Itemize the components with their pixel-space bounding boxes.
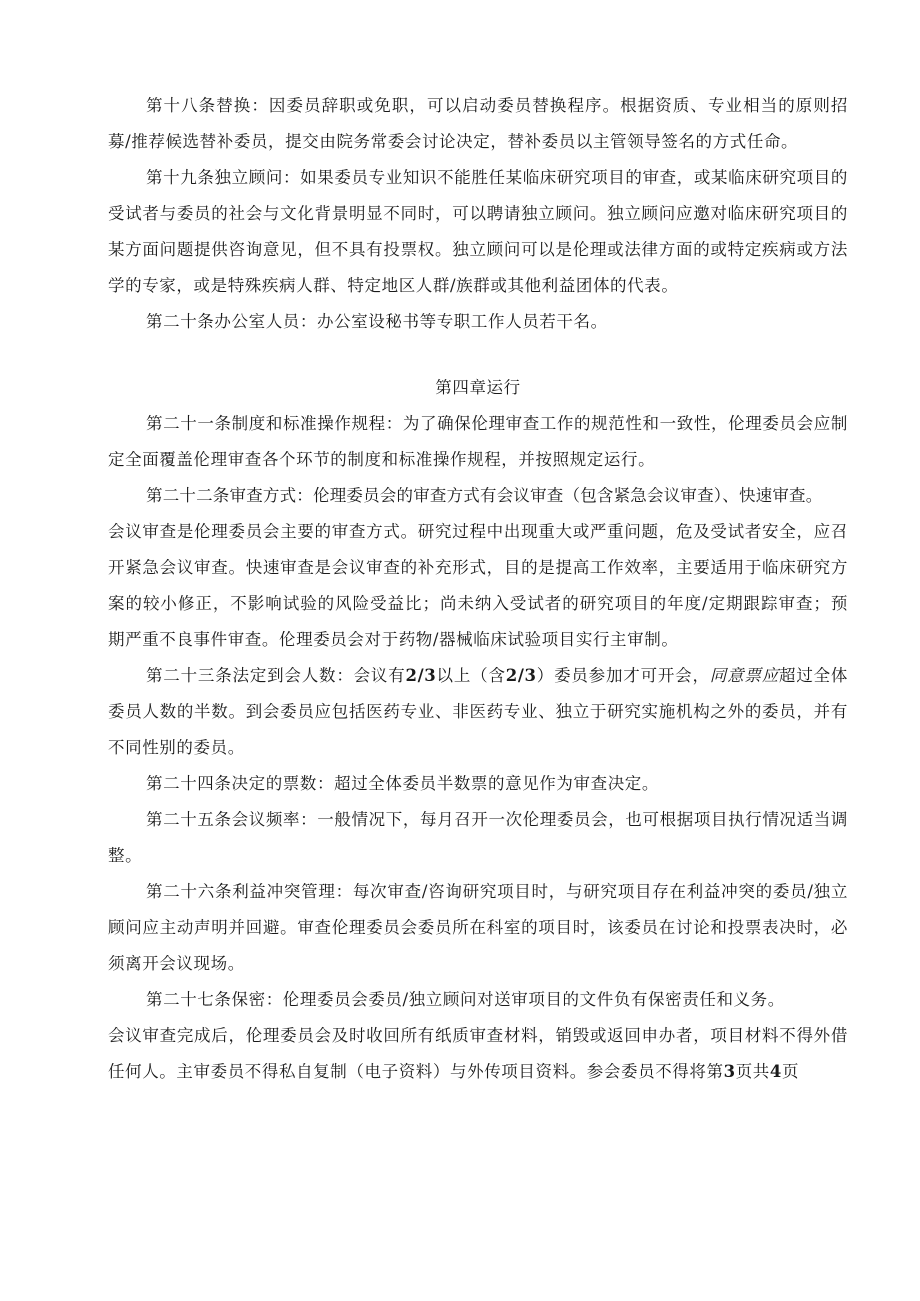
article-23-ratio-1: 2/3: [405, 666, 437, 685]
article-23-part1: 第二十三条法定到会人数：会议有: [146, 666, 406, 685]
article-23-ratio-2: 2/3: [505, 666, 537, 685]
article-23-italic: 同意票应: [709, 666, 780, 685]
chapter-heading: 第四章运行: [435, 378, 521, 397]
article-22-body: 会议审查是伦理委员会主要的审查方式。研究过程中出现重大或严重问题，危及受试者安全，应召开紧急会议审查。快速审查是会议审查的补充形式，目的是提高工作效率，主要适用于临床研究方案的较小修正，不影响试验的风险受益比；尚未纳入受试者的研究项目的年度/定期跟踪审查；预期严重不良事件审查。伦理委员会对于药物/器械临床试验项目实行主审制。: [108, 522, 848, 649]
page-indicator-middle: 页共: [735, 1062, 770, 1081]
article-21: 第二十一条制度和标准操作规程：为了确保伦理审查工作的规范性和一致性，伦理委员会应制定全面覆盖伦理审查各个环节的制度和标准操作规程，并按照规定运行。: [108, 414, 848, 469]
page-total-number: 4: [769, 1062, 782, 1081]
article-27-body: [108, 1018, 848, 1090]
article-19: 第十九条独立顾问：如果委员专业知识不能胜任某临床研究项目的审查，或某临床研究项目的受试者与委员的社会与文化背景明显不同时，可以聘请独立顾问。独立顾问应邀对临床研究项目的某方面问题提供咨询意见，但不具有投票权。独立顾问可以是伦理或法律方面的或特定疾病或方法学的专家，或是特殊疾病人群、特定地区人群/族群或其他利益团体的代表。: [108, 168, 848, 295]
article-23: [108, 658, 848, 766]
article-18: 第十八条替换：因委员辞职或免职，可以启动委员替换程序。根据资质、专业相当的原则招募/推荐候选替补委员，提交由院务常委会讨论决定，替补委员以主管领导签名的方式任命。: [108, 96, 848, 151]
page-current-number: 3: [723, 1062, 736, 1081]
article-24: 第二十四条决定的票数：超过全体委员半数票的意见作为审查决定。: [146, 774, 659, 793]
article-27-text: 会议审查完成后，伦理委员会及时收回所有纸质审查材料，销毁或返回申办者，项目材料不得外借任何人。主审委员不得私自复制（电子资料）与外传项目资料。参会委员不得将: [108, 1026, 848, 1081]
document-page: [108, 88, 848, 1090]
page-indicator-prefix: 第: [706, 1062, 724, 1081]
article-23-part3: ）委员参加才可开会，: [536, 666, 710, 685]
page-indicator: [707, 1062, 800, 1081]
article-27-line1: 第二十七条保密：伦理委员会委员/独立顾问对送审项目的文件负有保密责任和义务。: [146, 990, 785, 1009]
article-20: 第二十条办公室人员：办公室设秘书等专职工作人员若干名。: [146, 312, 608, 331]
page-indicator-suffix: 页: [782, 1062, 800, 1081]
article-25: 第二十五条会议频率：一般情况下，每月召开一次伦理委员会，也可根据项目执行情况适当调整。: [108, 810, 848, 865]
article-23-part4: 超过全体委员人数的半数。到会委员应包括医药专业、非医药专业、独立于研究实施机构之外的委员，并有不同性别的委员。: [108, 666, 849, 757]
article-23-part2: 以上（含: [436, 666, 506, 685]
article-26: 第二十六条利益冲突管理：每次审查/咨询研究项目时，与研究项目存在利益冲突的委员/独立顾问应主动声明并回避。审查伦理委员会委员所在科室的项目时，该委员在讨论和投票表决时，必须离开会议现场。: [108, 882, 848, 973]
article-22-line1: 第二十二条审查方式：伦理委员会的审查方式有会议审查（包含紧急会议审查）、快速审查。: [146, 486, 823, 505]
